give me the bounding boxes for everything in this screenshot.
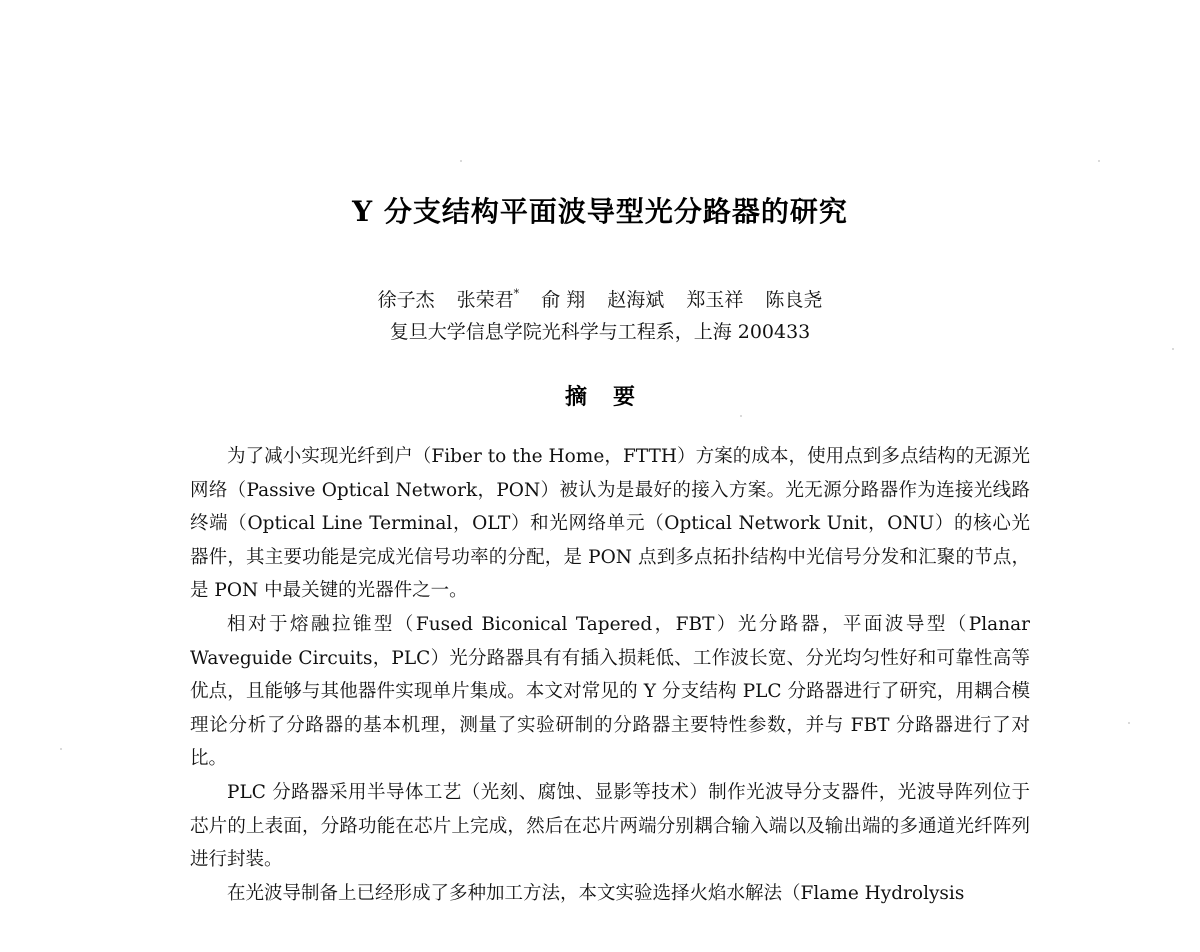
scan-speck [1172,348,1174,350]
author-name: 陈良尧 [765,289,823,311]
abstract-heading: 摘要 [564,384,661,410]
author-name: 俞 翔 [541,289,586,311]
abstract-body [190,440,1030,910]
author [457,285,520,312]
scan-speck [740,415,742,417]
author-name: 郑玉祥 [686,289,744,311]
author-list [0,285,1200,312]
author-name: 赵海斌 [607,289,665,311]
abstract-paragraph: 为了减小实现光纤到户（Fiber to the Home，FTTH）方案的成本，使用点到多点结构的无源光网络（Passive Optical Network，PON）被认为是最好的接入方案。光无源分路器作为连接光线路终端（Optical Line Terminal，OLT）和光网络单元（Optical Network Unit，ONU）的核心光器件，其主要功能是完成光信号功率的分配，是 PON 点到多点拓扑结构中光信号分发和汇聚的节点，是 PON 中最关键的光器件之一。 [190,446,1030,602]
author [607,285,664,312]
scan-speck [1128,722,1130,724]
scan-speck [60,748,62,750]
abstract-paragraph: 在光波导制备上已经形成了多种加工方法，本文实验选择火焰水解法（Flame Hydrolysis [227,882,965,904]
author [765,285,822,312]
author-name: 张荣君 [456,289,514,311]
scan-speck [1098,160,1100,162]
affiliation: 复旦大学信息学院光科学与工程系，上海 200433 [389,321,811,343]
scan-speck [460,160,462,162]
abstract-paragraph: 相对于熔融拉锥型（Fused Biconical Tapered，FBT）光分路器，平面波导型（Planar Waveguide Circuits，PLC）光分路器具有有插入损耗低、工作波长宽、分光均匀性好和可靠性高等优点，且能够与其他器件实现单片集成。本文对常见的 Y 分支结构 PLC 分路器进行了研究，用耦合模理论分析了分路器的基本机理，测量了实验研制的分路器主要特性参数，并与 FBT 分路器进行了对比。 [190,613,1030,770]
author [378,285,435,312]
author [541,285,585,312]
corresponding-author-mark: * [513,286,520,300]
author-name: 徐子杰 [377,289,435,311]
paper-title: Y 分支结构平面波导型光分路器的研究 [352,195,848,228]
author [686,285,743,312]
abstract-paragraph: PLC 分路器采用半导体工艺（光刻、腐蚀、显影等技术）制作光波导分支器件，光波导阵列位于芯片的上表面，分路功能在芯片上完成，然后在芯片两端分别耦合输入端以及输出端的多通道光纤阵列进行封装。 [190,781,1030,871]
